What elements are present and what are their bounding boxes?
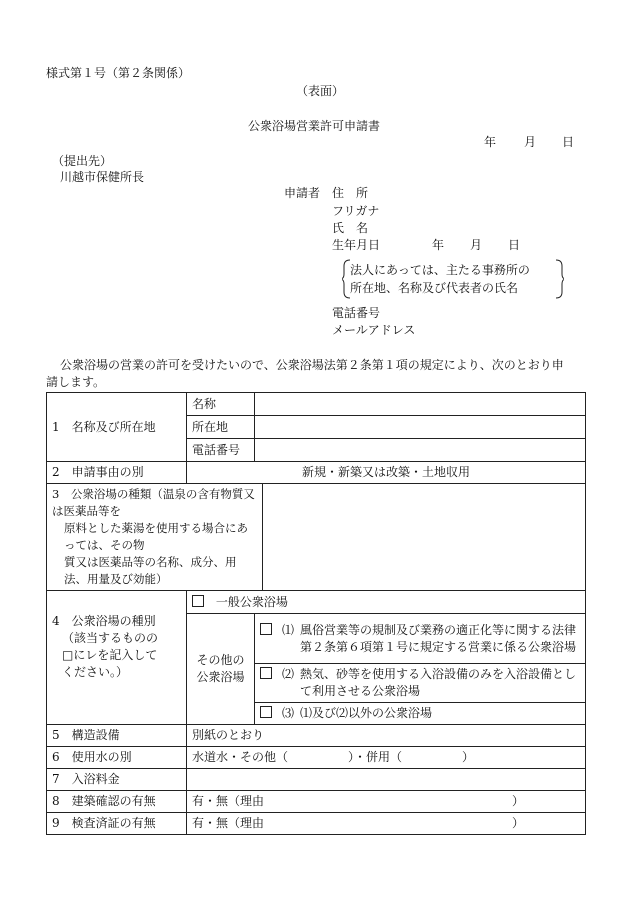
reason-options[interactable]: 新規・新築又は改築・土地収用 bbox=[187, 462, 586, 484]
sub-address-label: 所在地 bbox=[187, 416, 255, 439]
name-field[interactable] bbox=[255, 393, 586, 416]
recipient-name: 川越市保健所長 bbox=[60, 170, 145, 184]
row-bath-category-label: 4 公衆浴場の種別 （該当するものの □にレを記入して ください。） bbox=[47, 591, 187, 725]
birth-day: 日 bbox=[508, 238, 521, 252]
row-inspection-label: 9 検査済証の有無 bbox=[47, 813, 187, 835]
applicant-birth: 生年月日 bbox=[332, 238, 381, 252]
side-label: （表面） bbox=[296, 84, 345, 98]
water-options[interactable]: 水道水・その他（ ）・併用（ ） bbox=[187, 747, 586, 769]
option2-checkbox[interactable] bbox=[260, 667, 272, 679]
structure-value: 別紙のとおり bbox=[187, 725, 586, 747]
applicant-phone: 電話番号 bbox=[332, 306, 381, 320]
application-table bbox=[46, 392, 586, 835]
applicant-name: 氏 名 bbox=[332, 221, 369, 235]
date-day: 日 bbox=[562, 135, 575, 149]
row-fee-label: 7 入浴料金 bbox=[47, 769, 187, 791]
fee-field[interactable] bbox=[187, 769, 586, 791]
birth-month: 月 bbox=[470, 238, 483, 252]
corporate-note-line1: 法人にあっては、主たる事務所の bbox=[350, 263, 530, 277]
row-building-check-label: 8 建築確認の有無 bbox=[47, 791, 187, 813]
applicant-email: メールアドレス bbox=[332, 323, 416, 337]
row-reason-label: 2 申請事由の別 bbox=[47, 462, 187, 484]
date-year: 年 bbox=[484, 135, 497, 149]
statement-line2: 請します。 bbox=[46, 375, 106, 389]
birth-year: 年 bbox=[432, 238, 445, 252]
address-field[interactable] bbox=[255, 416, 586, 439]
applicant-label: 申請者 bbox=[284, 186, 321, 200]
option1-checkbox[interactable] bbox=[260, 623, 272, 635]
applicant-furigana: フリガナ bbox=[332, 204, 380, 218]
row-water-label: 6 使用水の別 bbox=[47, 747, 187, 769]
page-title: 公衆浴場営業許可申請書 bbox=[248, 119, 381, 133]
building-check-field[interactable]: 有・無（理由 ） bbox=[187, 791, 586, 813]
sub-phone-label: 電話番号 bbox=[187, 439, 255, 462]
recipient-label: （提出先） bbox=[52, 154, 113, 168]
other-option-1[interactable]: ⑴ 風俗営業等の規制及び業務の適正化等に関する法律第２条第６項第１号に規定する営業に係る公衆浴場 bbox=[255, 614, 586, 664]
row-name-address-label: 1 名称及び所在地 bbox=[47, 393, 187, 462]
general-bath-option[interactable]: 一般公衆浴場 bbox=[187, 591, 586, 614]
applicant-address: 住 所 bbox=[332, 186, 369, 200]
option3-checkbox[interactable] bbox=[260, 706, 272, 718]
phone-field[interactable] bbox=[255, 439, 586, 462]
row-structure-label: 5 構造設備 bbox=[47, 725, 187, 747]
row-bath-type-label: 3 公衆浴場の種類（温泉の含有物質又は医薬品等を 原料とした薬湯を使用する場合にあっては、その物 質又は医薬品等の名称、成分、用法、用量及び効能） bbox=[47, 484, 263, 591]
inspection-field[interactable]: 有・無（理由 ） bbox=[187, 813, 586, 835]
other-bath-label: その他の 公衆浴場 bbox=[187, 614, 255, 725]
general-checkbox[interactable] bbox=[192, 595, 204, 607]
statement-line1: 公衆浴場の営業の許可を受けたいので、公衆浴場法第２条第１項の規定により、次のとおり申 bbox=[60, 358, 564, 372]
bath-type-field[interactable] bbox=[263, 484, 586, 591]
date-month: 月 bbox=[524, 135, 537, 149]
corporate-note-line2: 所在地、名称及び代表者の氏名 bbox=[350, 281, 519, 295]
sub-name-label: 名称 bbox=[187, 393, 255, 416]
other-option-2[interactable]: ⑵ 熱気、砂等を使用する入浴設備のみを入浴設備として利用させる公衆浴場 bbox=[255, 664, 586, 703]
form-number: 様式第１号（第２条関係） bbox=[46, 66, 191, 80]
other-option-3[interactable]: ⑶ ⑴及び⑵以外の公衆浴場 bbox=[255, 703, 586, 725]
